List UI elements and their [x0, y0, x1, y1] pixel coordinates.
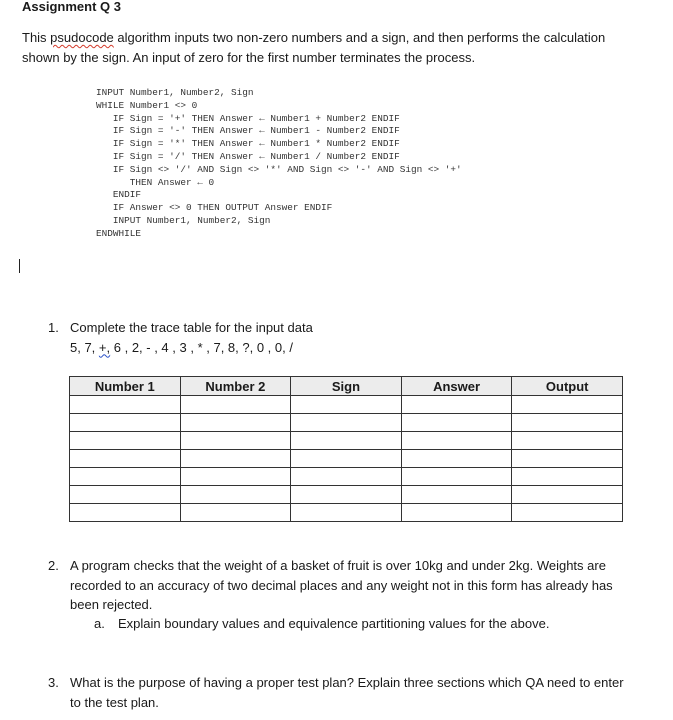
table-cell[interactable] [180, 396, 291, 414]
table-cell[interactable] [512, 468, 623, 486]
question-2a-text: Explain boundary values and equivalence partitioning values for the above. [118, 616, 550, 631]
code-line: INPUT Number1, Number2, Sign [96, 214, 271, 226]
code-line: THEN Answer ← 0 [96, 176, 215, 188]
table-cell[interactable] [70, 432, 181, 450]
assignment-title: Assignment Q 3 [22, 0, 121, 14]
input-data-rest: 6 , 2, - , 4 , 3 , * , 7, 8, ?, 0 , 0, / [110, 339, 293, 355]
table-cell[interactable] [291, 468, 402, 486]
question-2-number: 2. [48, 558, 59, 573]
code-line: IF Sign = '*' THEN Answer ← Number1 * Number2 ENDIF [96, 138, 400, 150]
table-cell[interactable] [401, 414, 512, 432]
header-number-1: Number 1 [70, 377, 181, 396]
table-cell[interactable] [512, 414, 623, 432]
table-cell[interactable] [70, 450, 181, 468]
table-cell[interactable] [401, 450, 512, 468]
question-3-text: What is the purpose of having a proper test plan? Explain three sections which QA need to enter to the test plan. [70, 675, 624, 710]
input-data-plus-flagged[interactable]: +, [98, 339, 111, 355]
input-data-start: 5, 7, [70, 339, 99, 355]
table-cell[interactable] [70, 414, 181, 432]
table-cell[interactable] [291, 396, 402, 414]
question-2a [94, 614, 638, 634]
table-cell[interactable] [401, 396, 512, 414]
question-1-input-data [70, 338, 630, 358]
question-3-number: 3. [48, 675, 59, 690]
table-cell[interactable] [512, 450, 623, 468]
header-number-2: Number 2 [180, 377, 291, 396]
table-cell[interactable] [512, 396, 623, 414]
table-cell[interactable] [70, 396, 181, 414]
header-output: Output [512, 377, 623, 396]
table-cell[interactable] [70, 504, 181, 522]
table-cell[interactable] [291, 486, 402, 504]
trace-table [69, 376, 623, 522]
table-cell[interactable] [401, 432, 512, 450]
question-2 [48, 556, 630, 615]
table-cell[interactable] [512, 432, 623, 450]
table-cell[interactable] [180, 414, 291, 432]
question-1 [48, 318, 630, 357]
table-row [70, 468, 623, 486]
table-cell[interactable] [70, 486, 181, 504]
table-cell[interactable] [291, 414, 402, 432]
table-cell[interactable] [180, 450, 291, 468]
table-cell[interactable] [291, 450, 402, 468]
table-row [70, 414, 623, 432]
table-cell[interactable] [512, 486, 623, 504]
trace-table-body [70, 396, 623, 522]
question-1-text: Complete the trace table for the input data [70, 320, 313, 335]
code-line: WHILE Number1 <> 0 [96, 99, 198, 111]
text-cursor [19, 259, 20, 273]
table-cell[interactable] [180, 468, 291, 486]
table-row [70, 450, 623, 468]
table-cell[interactable] [512, 504, 623, 522]
table-row [70, 504, 623, 522]
spelling-error-word[interactable]: psudocode [50, 30, 114, 45]
table-cell[interactable] [401, 486, 512, 504]
table-cell[interactable] [180, 432, 291, 450]
table-cell[interactable] [401, 504, 512, 522]
intro-paragraph [22, 28, 642, 68]
intro-text-end: algorithm inputs two non-zero numbers and a sign, and then performs the calculation shown by the sign. An input of zero for the first number terminates the process. [22, 30, 606, 65]
pseudocode-block [96, 87, 462, 241]
table-row [70, 486, 623, 504]
table-cell[interactable] [180, 486, 291, 504]
trace-table-header-row [70, 377, 623, 396]
question-3 [48, 673, 630, 712]
code-line: INPUT Number1, Number2, Sign [96, 87, 254, 98]
table-cell[interactable] [401, 468, 512, 486]
table-cell[interactable] [291, 432, 402, 450]
header-sign: Sign [291, 377, 402, 396]
code-line: IF Sign = '-' THEN Answer ← Number1 - Number2 ENDIF [96, 125, 400, 137]
code-line: IF Sign = '/' THEN Answer ← Number1 / Number2 ENDIF [96, 150, 400, 162]
code-line: ENDIF [96, 189, 142, 201]
table-row [70, 396, 623, 414]
header-answer: Answer [401, 377, 512, 396]
table-cell[interactable] [70, 468, 181, 486]
question-2-text: A program checks that the weight of a basket of fruit is over 10kg and under 2kg. Weights are recorded to an accuracy of two decimal places and any weight not in this form has already has been rejected. [70, 558, 613, 612]
code-line: ENDWHILE [96, 227, 142, 239]
table-cell[interactable] [291, 504, 402, 522]
code-line: IF Answer <> 0 THEN OUTPUT Answer ENDIF [96, 202, 333, 214]
table-cell[interactable] [180, 504, 291, 522]
question-1-number: 1. [48, 320, 59, 335]
table-row [70, 432, 623, 450]
code-line: IF Sign <> '/' AND Sign <> '*' AND Sign <> '-' AND Sign <> '+' [96, 163, 462, 175]
code-line: IF Sign = '+' THEN Answer ← Number1 + Number2 ENDIF [96, 112, 400, 124]
question-2a-letter: a. [94, 616, 105, 631]
intro-text-start: This [22, 30, 51, 45]
